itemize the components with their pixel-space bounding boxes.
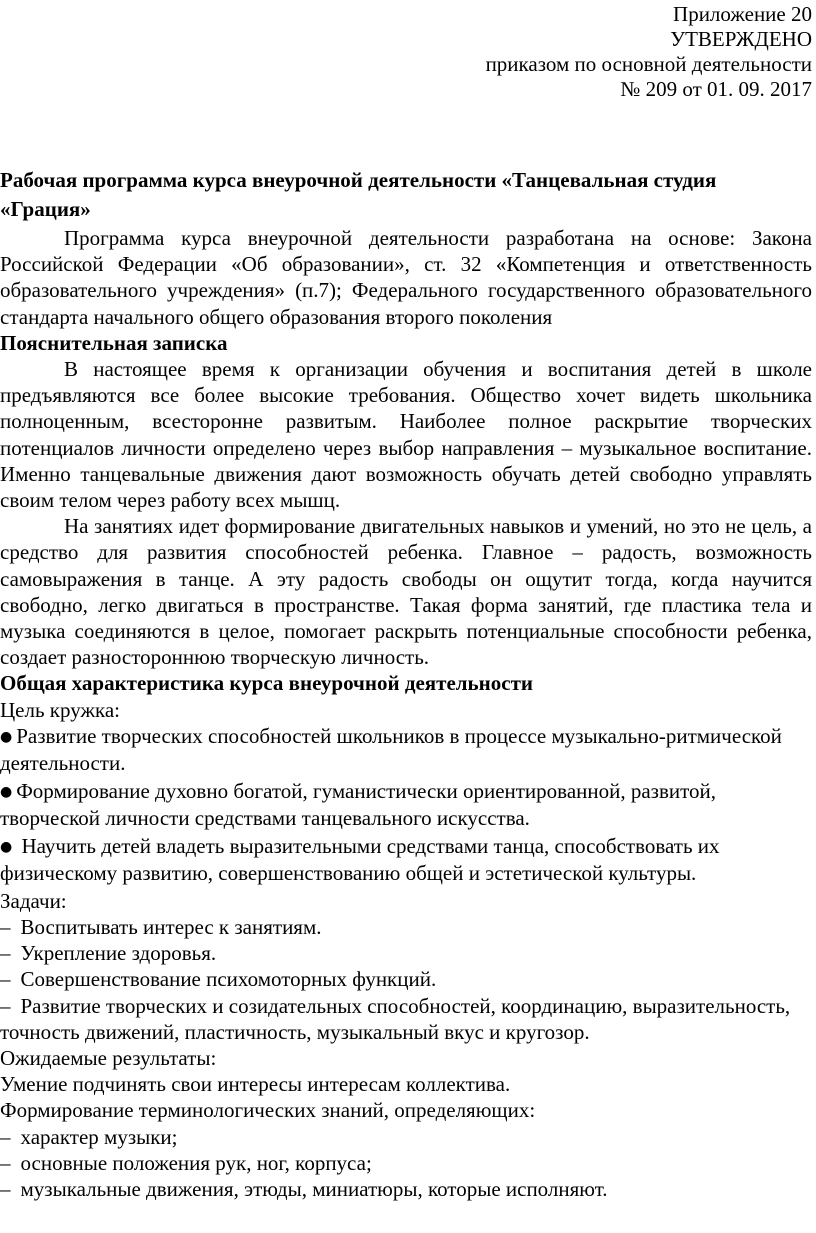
result-text: музыкальные движения, этюды, миниатюры, которые исполняют. [20, 1177, 608, 1202]
results-line-2: Формирование терминологических знаний, определяющих: [0, 1098, 536, 1123]
result-text: характер музыки; [20, 1124, 178, 1149]
goal-text: Научить детей владеть выразительными средствами танца, способствовать их физическому развитию, совершенствованию общей и эстетической культуры. [0, 833, 720, 886]
list-item [0, 1124, 812, 1150]
list-item [0, 993, 812, 1045]
list-item [0, 940, 812, 966]
results-list [0, 1124, 812, 1203]
dash-mark: – [0, 1177, 11, 1202]
note-heading: Пояснительная записка [0, 330, 228, 355]
dash-mark: – [0, 967, 11, 992]
goal-text: Развитие творческих способностей школьников в процессе музыкально-ритмической деятельности. [0, 723, 782, 776]
results-label: Ожидаемые результаты: [0, 1046, 217, 1071]
task-text: Развитие творческих и созидательных способностей, координацию, выразительность, точность движений, пластичность, музыкальный вкус и кругозор. [0, 993, 791, 1044]
dash-mark: – [0, 993, 11, 1018]
list-item [0, 833, 812, 887]
list-item [0, 1150, 812, 1176]
order-label: приказом по основной деятельности [485, 52, 812, 76]
dash-mark: – [0, 941, 11, 966]
dash-mark: – [0, 915, 11, 940]
list-item [0, 1176, 812, 1202]
results-line-1: Умение подчинять свои интересы интересам коллектива. [0, 1072, 511, 1097]
result-text: основные положения рук, ног, корпуса; [20, 1150, 372, 1175]
appendix-label: Приложение 20 [673, 2, 812, 26]
task-text: Укрепление здоровья. [20, 941, 217, 966]
approved-label: УТВЕРЖДЕНО [670, 27, 812, 51]
bullet-icon: ● [0, 783, 13, 800]
task-text: Воспитывать интерес к занятиям. [20, 915, 322, 940]
list-item [0, 914, 812, 940]
document-body [0, 166, 812, 1202]
general-heading: Общая характеристика курса внеурочной деятельности [0, 671, 533, 696]
note-paragraph-1: В настоящее время к организации обучения и воспитания детей в школе предъявляются все более высокие требования. Общество хочет видеть школьника полноценным, всесторонне развитым. Наиболее полное раскрытие творческих потенциалов личности определено через выбор направления – музыкальное воспитание. Именно танцевальные движения дают возможность обучать детей свободно управлять своим телом через работу всех мышц. [0, 357, 812, 513]
tasks-list [0, 914, 812, 1045]
document-title: Рабочая программа курса внеурочной деятельности «Танцевальная студия «Грация» [0, 168, 717, 221]
dash-mark: – [0, 1150, 11, 1175]
list-item [0, 778, 812, 832]
goal-text: Формирование духовно богатой, гуманистически ориентированной, развитой, творческой личности средствами танцевального искусства. [0, 778, 717, 831]
dash-mark: – [0, 1124, 11, 1149]
list-item [0, 723, 812, 777]
goals-list [0, 723, 812, 887]
tasks-label: Задачи: [0, 888, 67, 913]
task-text: Совершенствование психомоторных функций. [20, 967, 437, 992]
approval-header [486, 2, 812, 102]
intro-paragraph: Программа курса внеурочной деятельности разработана на основе: Закона Российской Федерации «Об образовании», ст. 32 «Компетенция и ответственность образовательного учреждения» (п.7); Федерального государственного образовательного стандарта начального общего образования второго поколения [0, 226, 812, 329]
goal-label: Цель кружка: [0, 697, 120, 722]
bullet-icon: ● [0, 728, 13, 745]
order-number: № 209 от 01. 09. 2017 [620, 77, 812, 101]
note-paragraph-2: На занятиях идет формирование двигательных навыков и умений, но это не цель, а средство для развития способностей ребенка. Главное – радость, возможность самовыражения в танце. А эту радость свободы он ощутит тогда, когда научится свободно, легко двигаться в пространстве. Такая форма занятий, где пластика тела и музыка соединяются в целое, помогает раскрыть потенциальные способности ребенка, создает разностороннюю творческую личность. [0, 514, 812, 670]
bullet-icon: ● [0, 838, 13, 855]
list-item [0, 966, 812, 992]
